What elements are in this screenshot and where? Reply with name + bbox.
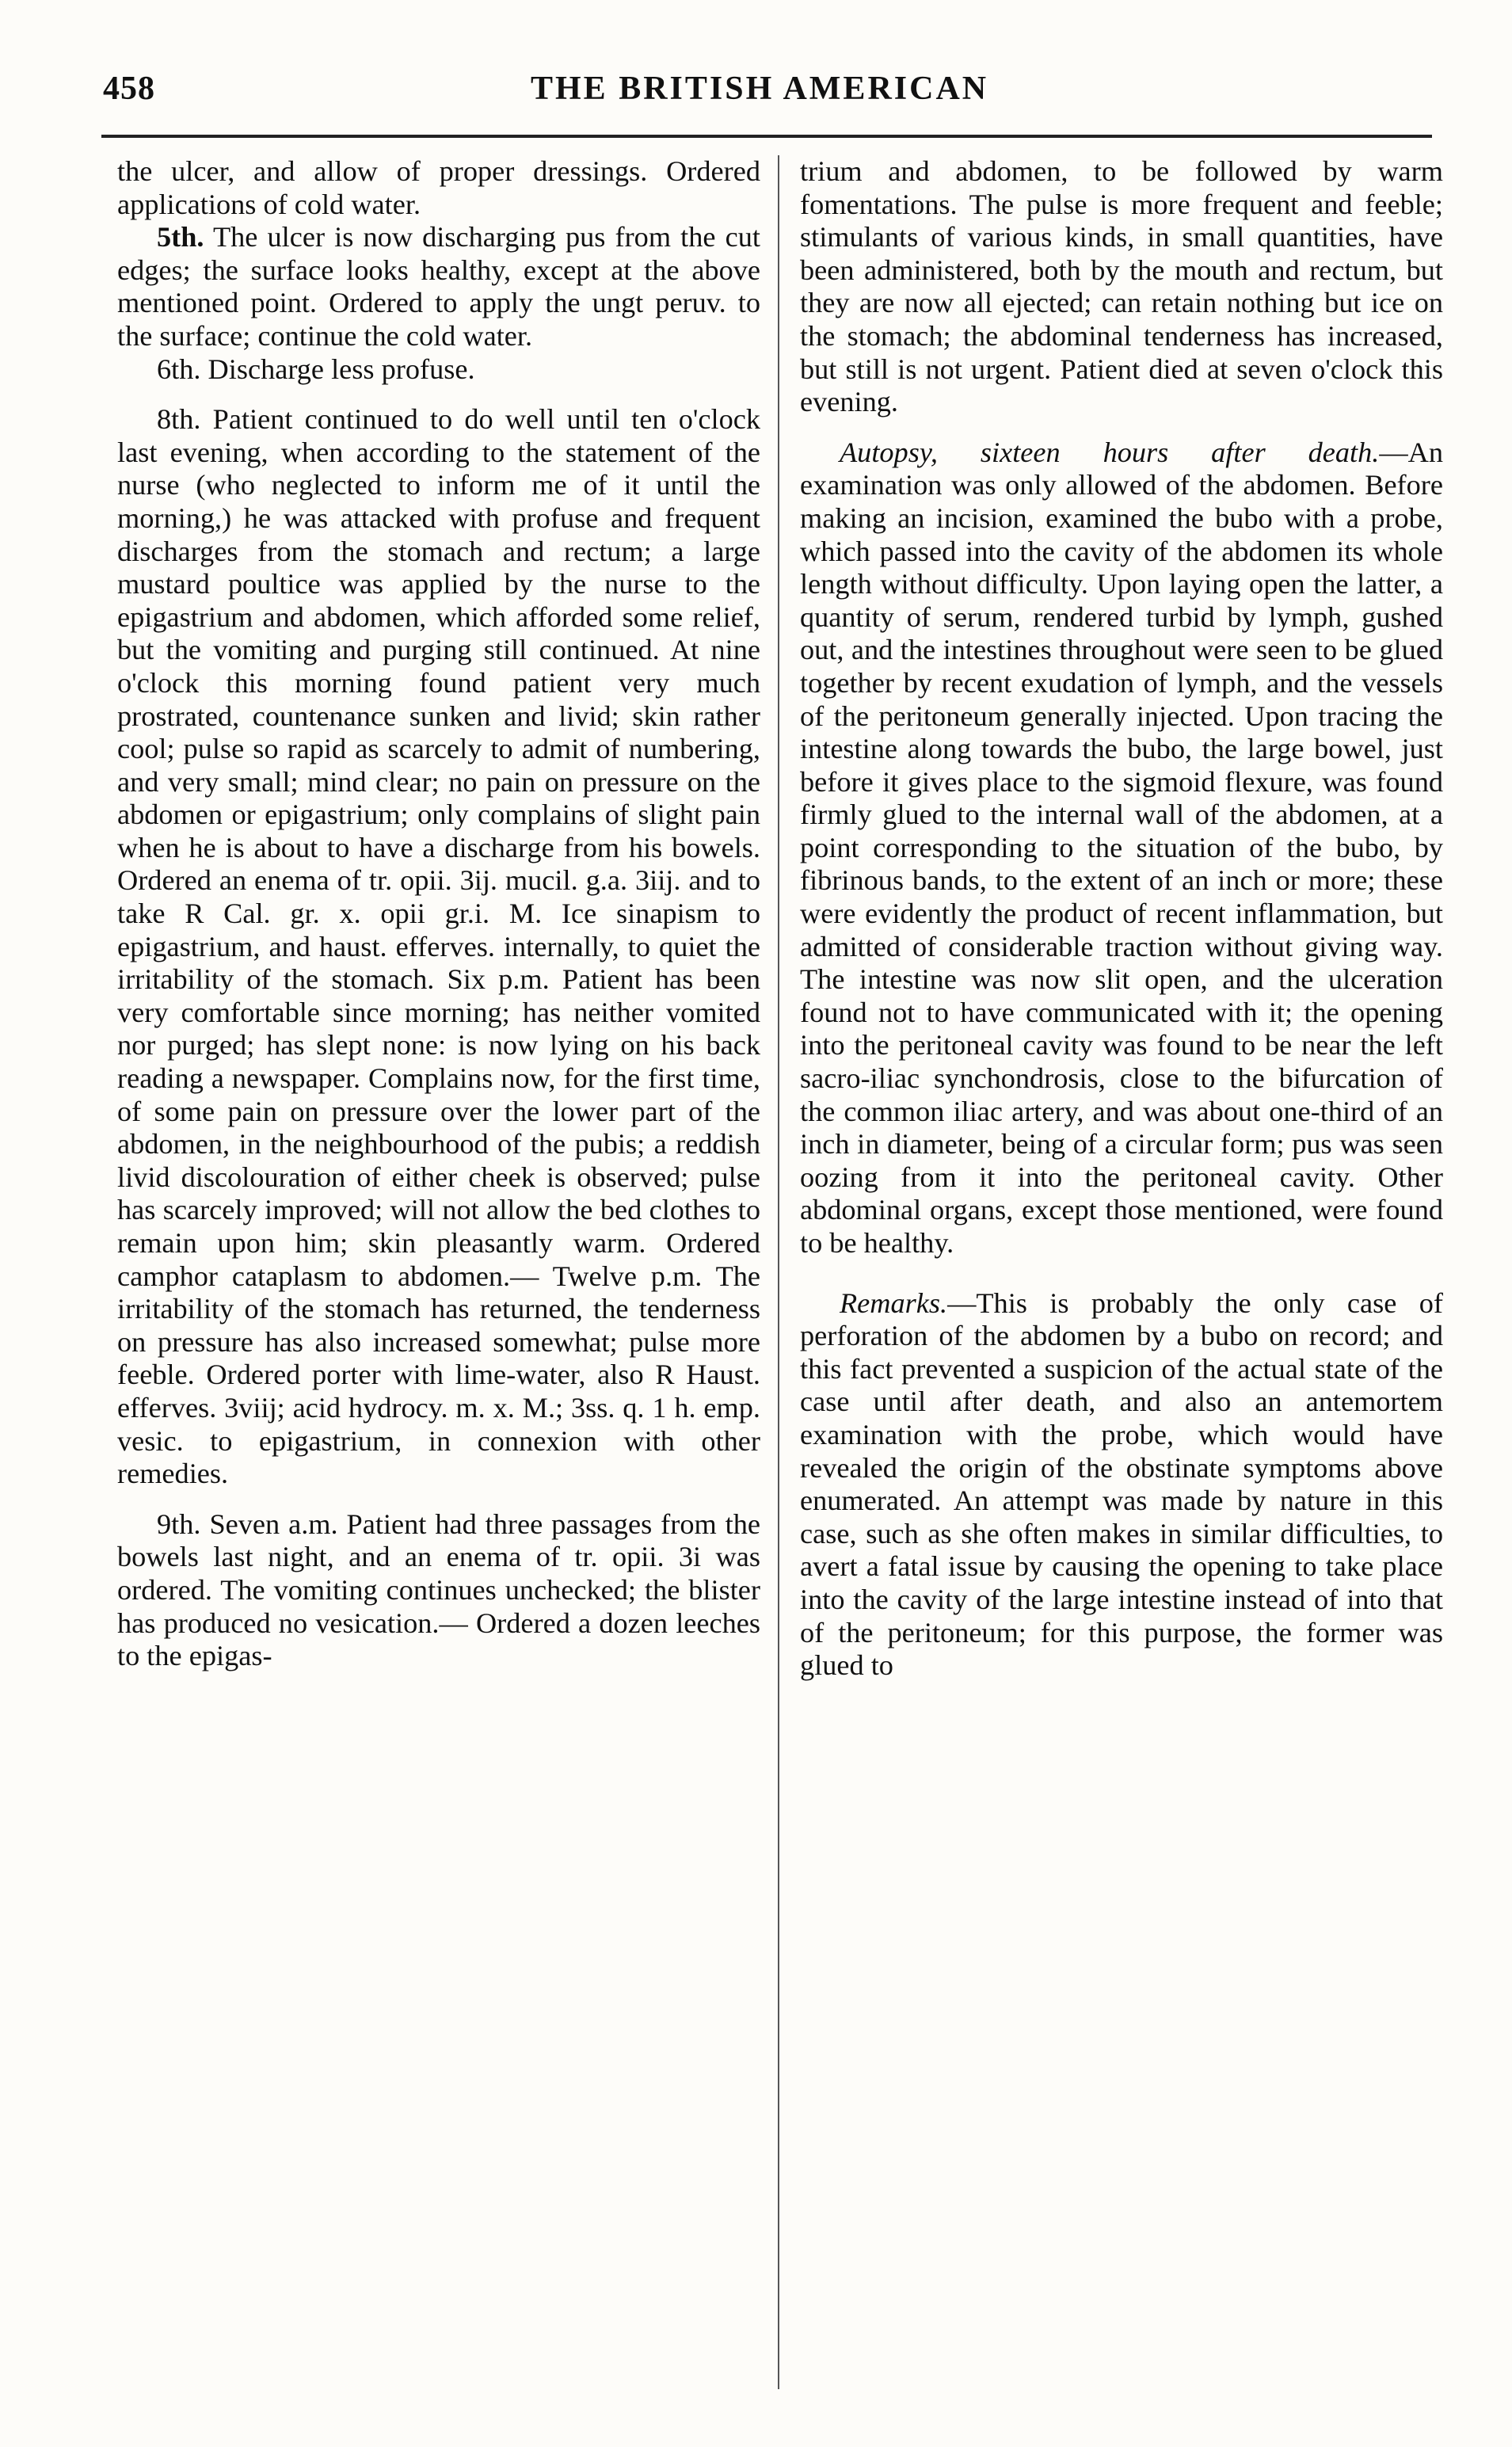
paragraph-text: —This is probably the only case of perforation of the abdomen by a bubo on record; and this fact prevented a suspicion of the actual state of the case until after death, and also an antemortem examination with the probe, which would have revealed the origin of the obstinate symptoms above enumerated. An attempt was made by nature in this case, such as she often makes in similar difficulties, to avert a fatal issue by causing the opening to take place into the cavity of the large intestine instead of into that of the peritoneum; for this purpose, the former was glued to [800,1286,1443,1682]
paragraph-text: trium and abdomen, to be followed by warm fomentations. The pulse is more frequent and feeble; stimulants of various kinds, in small quantities, have been administered, both by the mouth and rectum, but they are now all ejected; can retain nothing but ice on the stomach; the abdominal tenderness has increased, but still is not urgent. Patient died at seven o'clock this evening. [800,155,1443,418]
running-title: THE BRITISH AMERICAN [531,71,989,107]
paragraph-text: The ulcer is now discharging pus from the cut edges; the surface looks healthy, except at the above mentioned point. Ordered to apply the ungt peruv. to the surface; continue the cold water. [117,221,760,352]
entry-date: 9th. [157,1507,201,1540]
left-column [117,155,760,1673]
paragraph-text: Patient continued to do well until ten o'clock last evening, when according to the statement of the nurse (who neglected to inform me of it until the morning,) he was attacked with profuse and frequent discharges from the stomach and rectum; a large mustard poultice was applied by the nurse to the epigastrium and abdomen, which afforded some relief, but the vomiting and purging still continued. At nine o'clock this morning found patient very much prostrated, countenance sunken and livid; skin rather cool; pulse so rapid as scarcely to admit of numbering, and very small; mind clear; no pain on pressure on the abdomen or epigastrium; only complains of slight pain when he is about to have a discharge from his bowels. Ordered an enema of tr. opii. 3ij. mucil. g.a. 3iij. and to take R Cal. gr. x. opii gr.i. M. Ice sinapism to epigastrium, and haust. efferves. internally, to quiet the irritability of the stomach. Six p.m. Patient has been very comfortable since morning; has neither vomited nor purged; has slept none: is now lying on his back reading a newspaper. Complains now, for the first time, of some pain on pressure over the lower part of the abdomen, in the neighbourhood of the pubis; a reddish livid discolouration of either cheek is observed; pulse has scarcely improved; will not allow the bed clothes to remain upon him; skin pleasantly warm. Ordered camphor cataplasm to abdomen.— Twelve p.m. The irritability of the stomach has returned, the tenderness on pressure has also increased somewhat; pulse more feeble. Ordered porter with lime-water, also R Haust. efferves. 3viij; acid hydrocy. m. x. M.; 3ss. q. 1 h. emp. vesic. to epigastrium, in connexion with other remedies. [117,403,760,1490]
paragraph-text: Discharge less profuse. [208,353,475,385]
paragraph [117,403,760,1491]
paragraph-text: Seven a.m. Patient had three passages from the bowels last night, and an enema of tr. opii. 3i was ordered. The vomiting continues unchecked; the blister has produced no vesication.— Ordered a dozen leeches to the epigas- [117,1507,761,1672]
paragraph-text: the ulcer, and allow of proper dressings. Ordered applications of cold water. [117,155,760,220]
paragraph [800,436,1443,1260]
paragraph [117,1508,760,1673]
paragraph [800,1287,1443,1683]
column-divider [778,155,779,2389]
header-rule [101,135,1432,138]
paragraph [117,221,760,353]
right-column [800,155,1443,1683]
page-header [103,70,1434,125]
paragraph [800,155,1443,419]
paragraph [117,353,760,387]
paragraph-text: —An examination was only allowed of the abdomen. Before making an incision, examined the bubo with a probe, which passed into the cavity of the abdomen its whole length without difficulty. Upon laying open the latter, a quantity of serum, rendered turbid by lymph, gushed out, and the intestines throughout were seen to be glued together by recent exudation of lymph, and the vessels of the peritoneum generally injected. Upon tracing the intestine along towards the bubo, the large bowel, just before it gives place to the sigmoid flexure, was found firmly glued to the internal wall of the abdomen, at a point corresponding to the situation of the bubo, by fibrinous bands, to the extent of an inch or more; these were evidently the product of recent inflammation, but admitted of considerable traction without giving way. The intestine was now slit open, and the ulceration found not to have communicated with it; the opening into the peritoneal cavity was found to be near the left sacro-iliac synchondrosis, close to the bifurcation of the common iliac artery, and was about one-third of an inch in diameter, being of a circular form; pus was seen oozing from it into the peritoneal cavity. Other abdominal organs, except those mentioned, were found to be healthy. [800,436,1443,1259]
section-heading: Autopsy, sixteen hours after death. [840,436,1380,468]
paragraph [117,155,760,221]
page-number: 458 [103,71,155,107]
entry-date: 6th. [157,353,201,385]
entry-date: 8th. [157,403,201,436]
entry-date: 5th. [157,221,204,253]
section-heading: Remarks. [840,1286,948,1319]
